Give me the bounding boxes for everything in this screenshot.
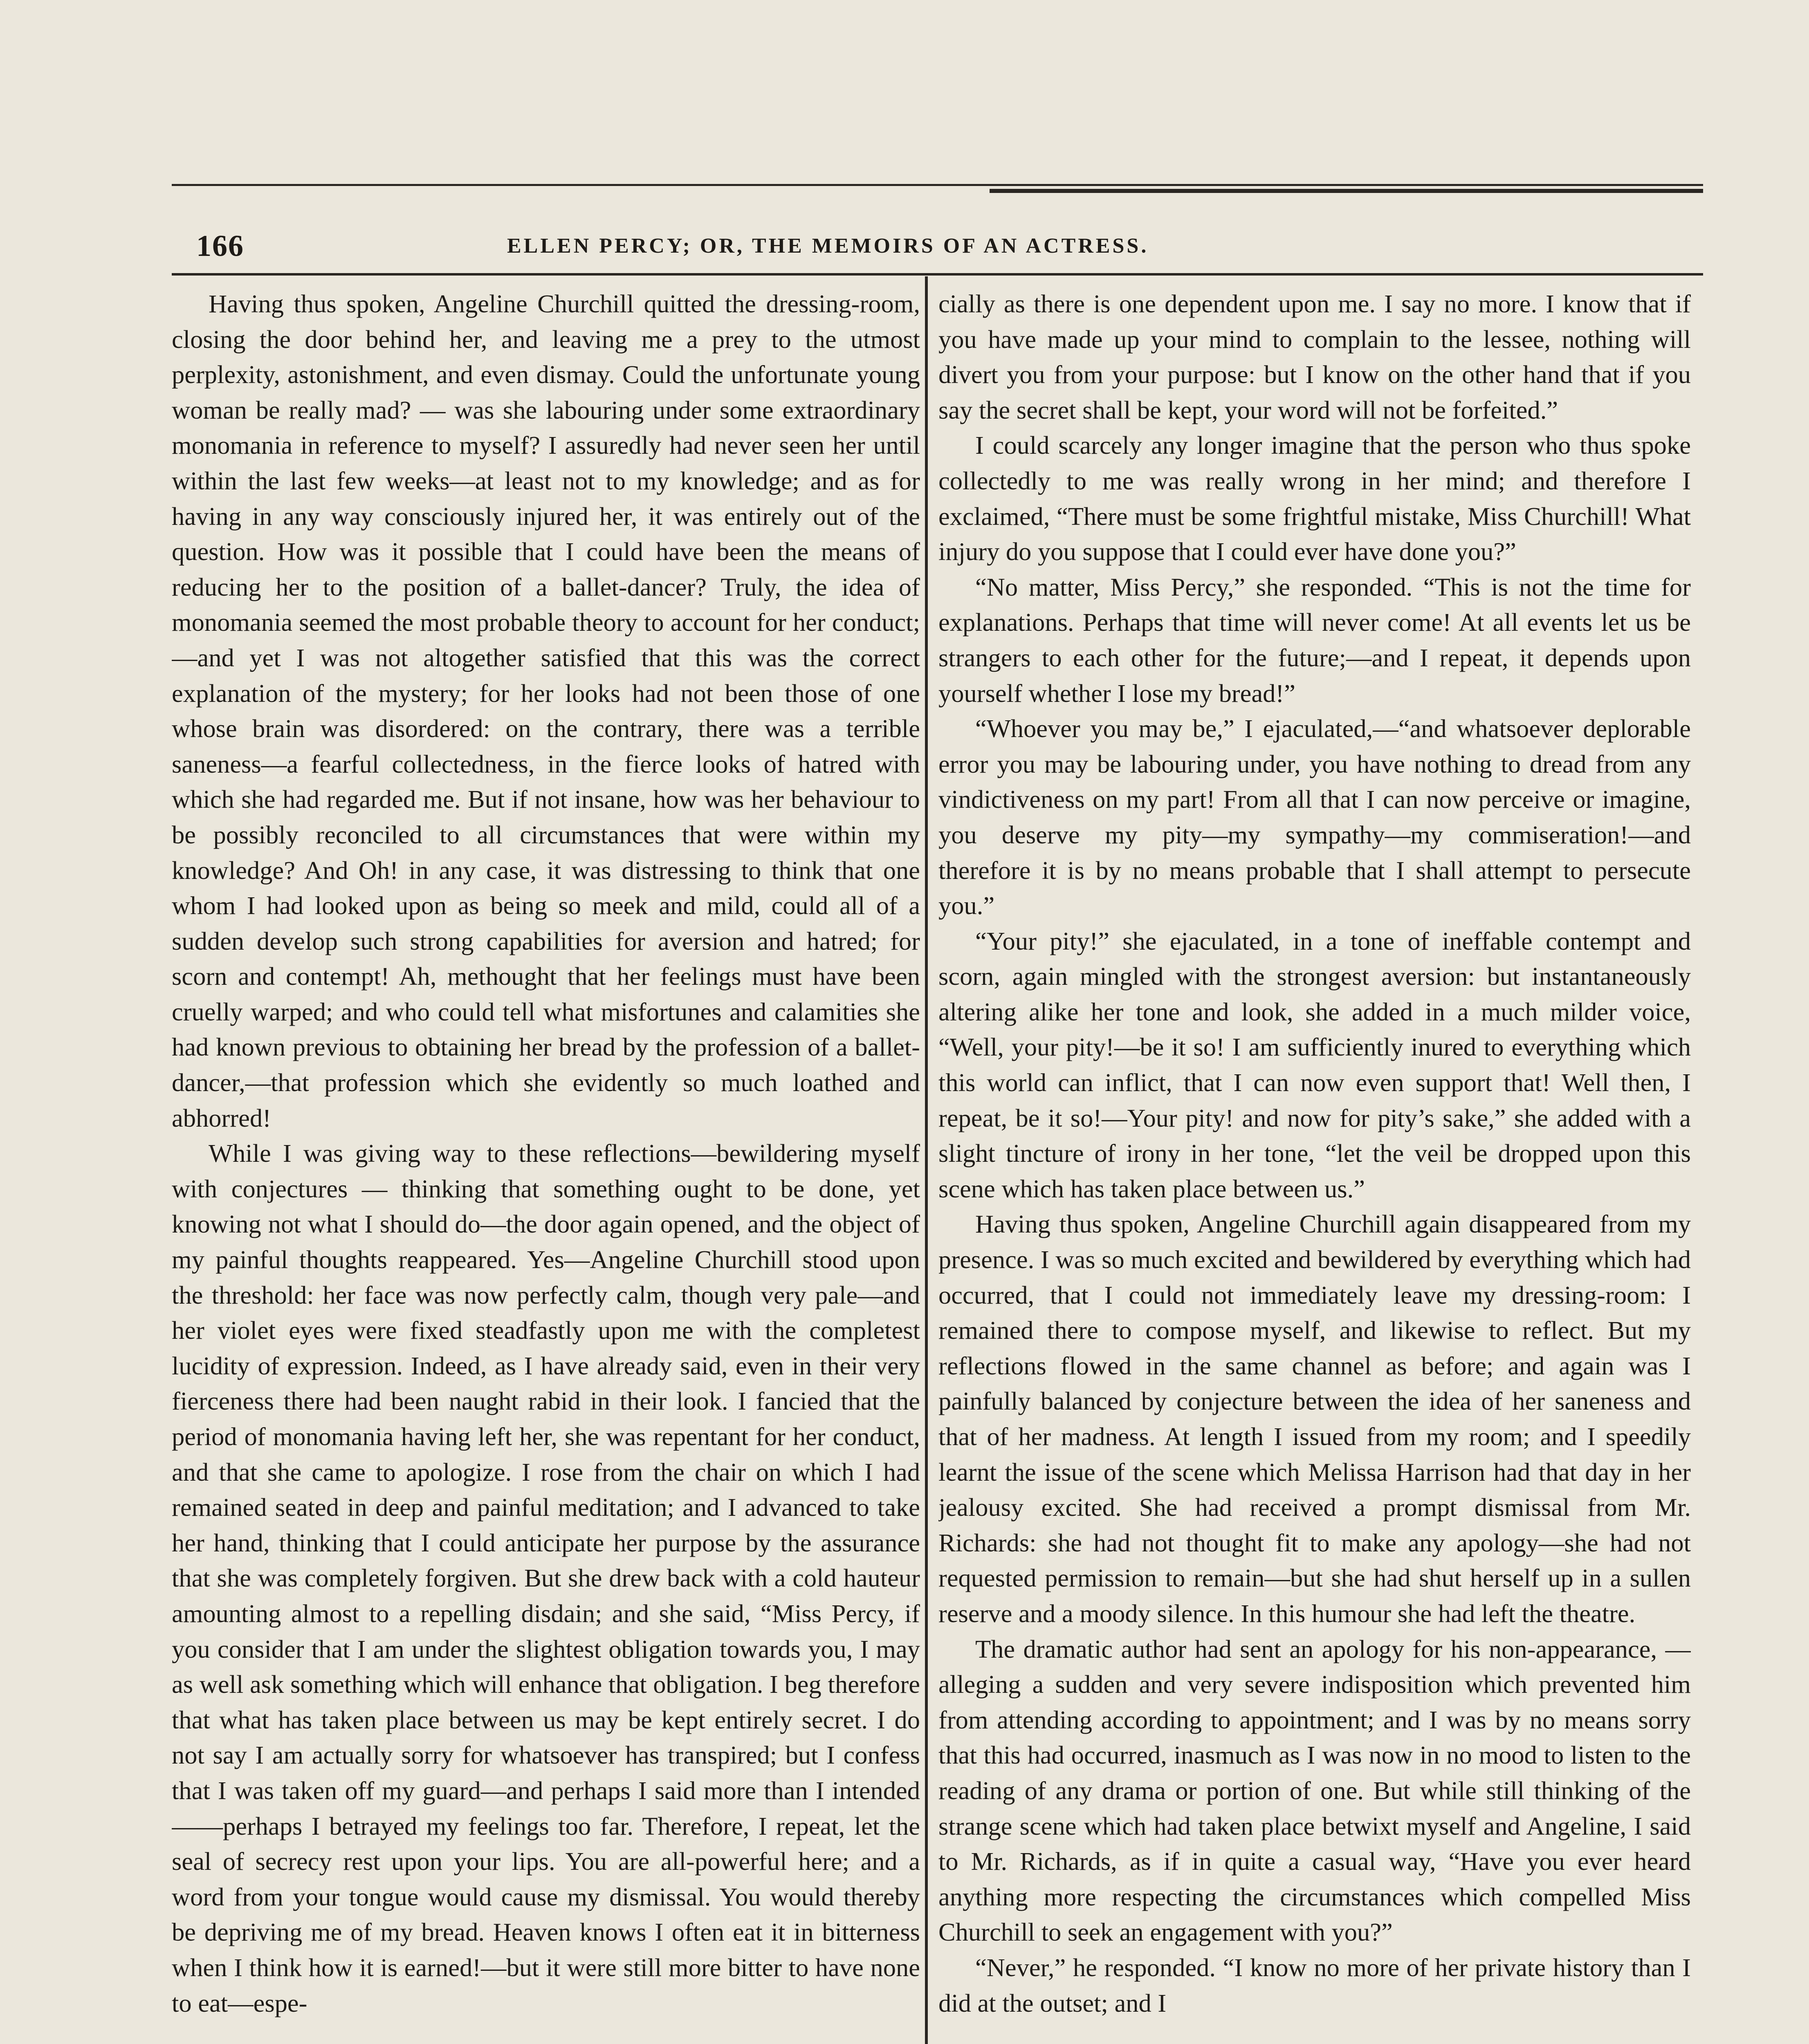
left-paragraph-2: While I was giving way to these reflections—bewildering myself with conjectures — thinking that something ought to be done, yet knowing not what I should do—the door again opened, and the object of my painful thoughts reappeared. Yes—Angeline Churchill stood upon the threshold: her face was now perfectly calm, though very pale—and her violet eyes were fixed steadfastly upon me with the completest lucidity of expression. Indeed, as I have already said, even in their very fierceness there had been naught rabid in their look. I fancied that the period of monomania having left her, she was repentant for her conduct, and that she came to apologize. I rose from the chair on which I had remained seated in deep and painful meditation; and I advanced to take her hand, thinking that I could anticipate her purpose by the assurance that she was completely forgiven. But she drew back with a cold hauteur amounting almost to a repelling disdain; and she said, “Miss Percy, if you consider that I am under the slightest obligation towards you, I may as well ask something which will enhance that obligation. I beg therefore that what has taken place between us may be kept entirely secret. I do not say I am actually sorry for whatsoever has transpired; but I confess that I was taken off my guard—and perhaps I said more than I intended——perhaps I betrayed my feelings too far. Therefore, I repeat, let the seal of secrecy rest upon your lips. You are all-powerful here; and a word from your tongue would cause my dismissal. You would thereby be depriving me of my bread. Heaven knows I often eat it in bitterness when I think how it is earned!—but it were still more bitter to have none to eat—espe- [172, 1139, 920, 2017]
right-paragraph-7: The dramatic author had sent an apology for his non-appearance, — alleging a sudden and very severe indisposition which prevented him from attending according to appointment; and I was by no means sorry that this had occurred, inasmuch as I was now in no mood to listen to the reading of any drama or portion of one. But while still thinking of the strange scene which had taken place betwixt myself and Angeline, I said to Mr. Richards, as if in quite a casual way, “Have you ever heard anything more respecting the circumstances which compelled Miss Churchill to seek an engagement with you?” [938, 1634, 1691, 1947]
running-title: ELLEN PERCY; OR, THE MEMOIRS OF AN ACTRESS. [507, 234, 1149, 258]
right-paragraph-3: “No matter, Miss Percy,” she responded. “This is not the time for explanations. Perhaps that time will never come! At all events let us be strangers to each other for the future;—and I repeat, it depends upon yourself whether I lose my bread!” [938, 572, 1691, 708]
right-paragraph-8: “Never,” he responded. “I know no more of her private history than I did at the outset; and I [938, 1953, 1691, 2017]
right-paragraph-6: Having thus spoken, Angeline Churchill again disappeared from my presence. I was so much excited and bewildered by everything which had occurred, that I could not immediately leave my dressing-room: I remained there to compose myself, and likewise to reflect. But my reflections flowed in the same channel as before; and again was I painfully balanced by conjecture between the idea of her saneness and that of her madness. At length I issued from my room; and I speedily learnt the issue of the scene which Melissa Harrison had that day in her jealousy excited. She had received a prompt dismissal from Mr. Richards: she had not thought fit to make any apology—she had not requested permission to remain—but she had shut herself up in a sullen reserve and a moody silence. In this humour she had left the theatre. [938, 1210, 1691, 1628]
column-divider [925, 276, 928, 2044]
running-head [172, 229, 1701, 266]
right-paragraph-2: I could scarcely any longer imagine that the person who thus spoke collectedly to me was really wrong in her mind; and therefore I exclaimed, “There must be some frightful mistake, Miss Churchill! What injury do you suppose that I could ever have done you?” [938, 431, 1691, 566]
right-paragraph-5: “Your pity!” she ejaculated, in a tone of ineffable contempt and scorn, again mingled with the strongest aversion: but instantaneously altering alike her tone and look, she added in a much milder voice, “Well, your pity!—be it so! I am sufficiently inured to everything which this world can inflict, that I can now even support that! Well then, I repeat, be it so!—Your pity! and now for pity’s sake,” she added with a slight tincture of irony in her tone, “let the veil be dropped upon this scene which has taken place between us.” [938, 926, 1691, 1203]
page-number: 166 [196, 229, 244, 263]
head-rule [172, 273, 1703, 276]
left-column [172, 286, 920, 2044]
top-rule-thick [990, 189, 1703, 193]
left-paragraph-1: Having thus spoken, Angeline Churchill quitted the dressing-room, closing the door behind her, and leaving me a prey to the utmost perplexity, astonishment, and even dismay. Could the unfortunate young woman be really mad? — was she labouring under some extraordinary monomania in reference to myself? I assuredly had never seen her until within the last few weeks—at least not to my knowledge; and as for having in any way consciously injured her, it was entirely out of the question. How was it possible that I could have been the means of reducing her to the position of a ballet-dancer? Truly, the idea of monomania seemed the most probable theory to account for her conduct;—and yet I was not altogether satisfied that this was the correct explanation of the mystery; for her looks had not been those of one whose brain was disordered: on the contrary, there was a terrible saneness—a fearful collectedness, in the fierce looks of hatred with which she had regarded me. But if not insane, how was her behaviour to be possibly reconciled to all circumstances that were within my knowledge? And Oh! in any case, it was distressing to think that one whom I had looked upon as being so meek and mild, could all of a sudden develop such strong capabilities for aversion and hatred; for scorn and contempt! Ah, methought that her feelings must have been cruelly warped; and who could tell what misfortunes and calamities she had known previous to obtaining her bread by the profession of a ballet-dancer,—that profession which she evidently so much loathed and abhorred! [172, 289, 920, 1132]
right-column [938, 286, 1691, 2044]
right-paragraph-4: “Whoever you may be,” I ejaculated,—“and whatsoever deplorable error you may be labouring under, you have nothing to dread from any vindictiveness on my part! From all that I can now perceive or imagine, you deserve my pity—my sympathy—my commiseration!—and therefore it is by no means probable that I shall attempt to persecute you.” [938, 714, 1691, 920]
right-paragraph-1: cially as there is one dependent upon me. I say no more. I know that if you have made up your mind to complain to the lessee, nothing will divert you from your purpose: but I know on the other hand that if you say the secret shall be kept, your word will not be forfeited.” [938, 289, 1691, 424]
top-rule-thin [172, 184, 1703, 186]
